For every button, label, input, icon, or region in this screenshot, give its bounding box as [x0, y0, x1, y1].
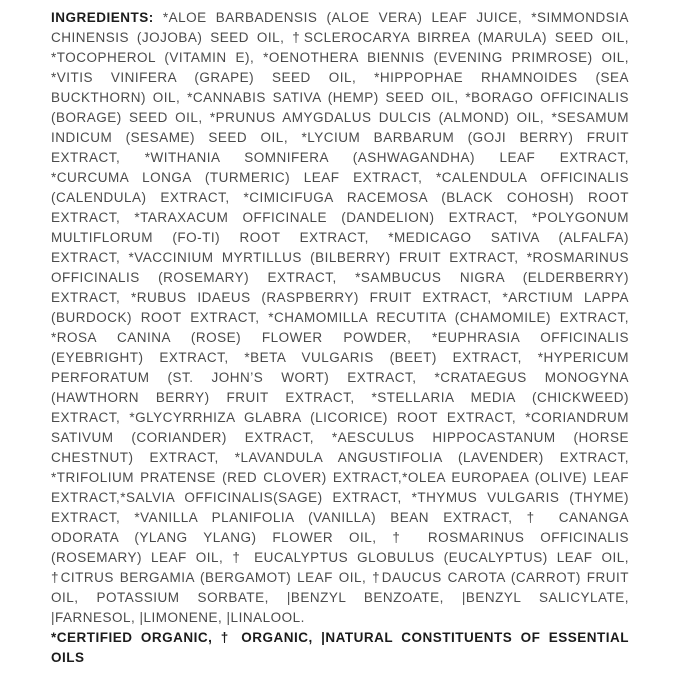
ingredients-line: CHESTNUT) EXTRACT, *LAVANDULA ANGUSTIFOLIA (LAVENDER) EXTRACT, — [51, 450, 629, 465]
ingredients-text — [51, 8, 629, 668]
ingredients-line: (BORAGE) SEED OIL, *PRUNUS AMYGDALUS DULCIS (ALMOND) OIL, *SESAMUM — [51, 110, 629, 125]
ingredients-line: EXTRACT, *GLYCYRRHIZA GLABRA (LICORICE) ROOT EXTRACT, *CORIANDRUM — [51, 410, 629, 425]
footnote-line: OILS — [51, 650, 85, 665]
ingredients-line: (EYEBRIGHT) EXTRACT, *BETA VULGARIS (BEET) EXTRACT, *HYPERICUM — [51, 350, 629, 365]
ingredients-line: OIL, POTASSIUM SORBATE, |BENZYL BENZOATE, |BENZYL SALICYLATE, — [51, 590, 629, 605]
ingredients-line: *ROSA CANINA (ROSE) FLOWER POWDER, *EUPHRASIA OFFICINALIS — [51, 330, 629, 345]
ingredients-line: (BURDOCK) ROOT EXTRACT, *CHAMOMILLA RECUTITA (CHAMOMILE) EXTRACT, — [51, 310, 629, 325]
ingredients-line: EXTRACT, *VACCINIUM MYRTILLUS (BILBERRY) FRUIT EXTRACT, *ROSMARINUS — [51, 250, 629, 265]
ingredients-line: EXTRACT, *VANILLA PLANIFOLIA (VANILLA) BEAN EXTRACT, † CANANGA — [51, 510, 629, 525]
ingredients-line: OFFICINALIS (ROSEMARY) EXTRACT, *SAMBUCUS NIGRA (ELDERBERRY) — [51, 270, 629, 285]
ingredients-line: CHINENSIS (JOJOBA) SEED OIL, †SCLEROCARYA BIRREA (MARULA) SEED OIL, — [51, 30, 629, 45]
ingredients-line: *TRIFOLIUM PRATENSE (RED CLOVER) EXTRACT,*OLEA EUROPAEA (OLIVE) LEAF — [51, 470, 629, 485]
ingredients-line: †CITRUS BERGAMIA (BERGAMOT) LEAF OIL, †DAUCUS CAROTA (CARROT) FRUIT — [51, 570, 629, 585]
ingredients-line: EXTRACT, *RUBUS IDAEUS (RASPBERRY) FRUIT EXTRACT, *ARCTIUM LAPPA — [51, 290, 629, 305]
ingredients-line: *VITIS VINIFERA (GRAPE) SEED OIL, *HIPPOPHAE RHAMNOIDES (SEA — [51, 70, 629, 85]
ingredients-line: SATIVUM (CORIANDER) EXTRACT, *AESCULUS HIPPOCASTANUM (HORSE — [51, 430, 629, 445]
ingredients-line: |FARNESOL, |LIMONENE, |LINALOOL. — [51, 610, 305, 625]
ingredients-line: EXTRACT,*SALVIA OFFICINALIS(SAGE) EXTRACT, *THYMUS VULGARIS (THYME) — [51, 490, 629, 505]
ingredients-line: INGREDIENTS: *ALOE BARBADENSIS (ALOE VERA) LEAF JUICE, *SIMMONDSIA — [51, 10, 629, 25]
ingredients-line: EXTRACT, *TARAXACUM OFFICINALE (DANDELION) EXTRACT, *POLYGONUM — [51, 210, 629, 225]
ingredients-line: BUCKTHORN) OIL, *CANNABIS SATIVA (HEMP) SEED OIL, *BORAGO OFFICINALIS — [51, 90, 629, 105]
footnote-line: *CERTIFIED ORGANIC, † ORGANIC, |NATURAL CONSTITUENTS OF ESSENTIAL — [51, 630, 629, 645]
ingredients-line: EXTRACT, *WITHANIA SOMNIFERA (ASHWAGANDHA) LEAF EXTRACT, — [51, 150, 629, 165]
ingredients-line: *TOCOPHEROL (VITAMIN E), *OENOTHERA BIENNIS (EVENING PRIMROSE) OIL, — [51, 50, 629, 65]
ingredients-line: MULTIFLORUM (FO-TI) ROOT EXTRACT, *MEDICAGO SATIVA (ALFALFA) — [51, 230, 629, 245]
ingredients-line: ODORATA (YLANG YLANG) FLOWER OIL, † ROSMARINUS OFFICINALIS — [51, 530, 629, 545]
ingredients-line: PERFORATUM (ST. JOHN’S WORT) EXTRACT, *CRATAEGUS MONOGYNA — [51, 370, 629, 385]
ingredients-line: INDICUM (SESAME) SEED OIL, *LYCIUM BARBARUM (GOJI BERRY) FRUIT — [51, 130, 629, 145]
ingredients-line: (CALENDULA) EXTRACT, *CIMICIFUGA RACEMOSA (BLACK COHOSH) ROOT — [51, 190, 629, 205]
ingredients-line: (HAWTHORN BERRY) FRUIT EXTRACT, *STELLARIA MEDIA (CHICKWEED) — [51, 390, 629, 405]
ingredients-line: *CURCUMA LONGA (TURMERIC) LEAF EXTRACT, *CALENDULA OFFICINALIS — [51, 170, 629, 185]
ingredients-line: (ROSEMARY) LEAF OIL, † EUCALYPTUS GLOBULUS (EUCALYPTUS) LEAF OIL, — [51, 550, 629, 565]
ingredients-heading: INGREDIENTS: — [51, 10, 154, 25]
